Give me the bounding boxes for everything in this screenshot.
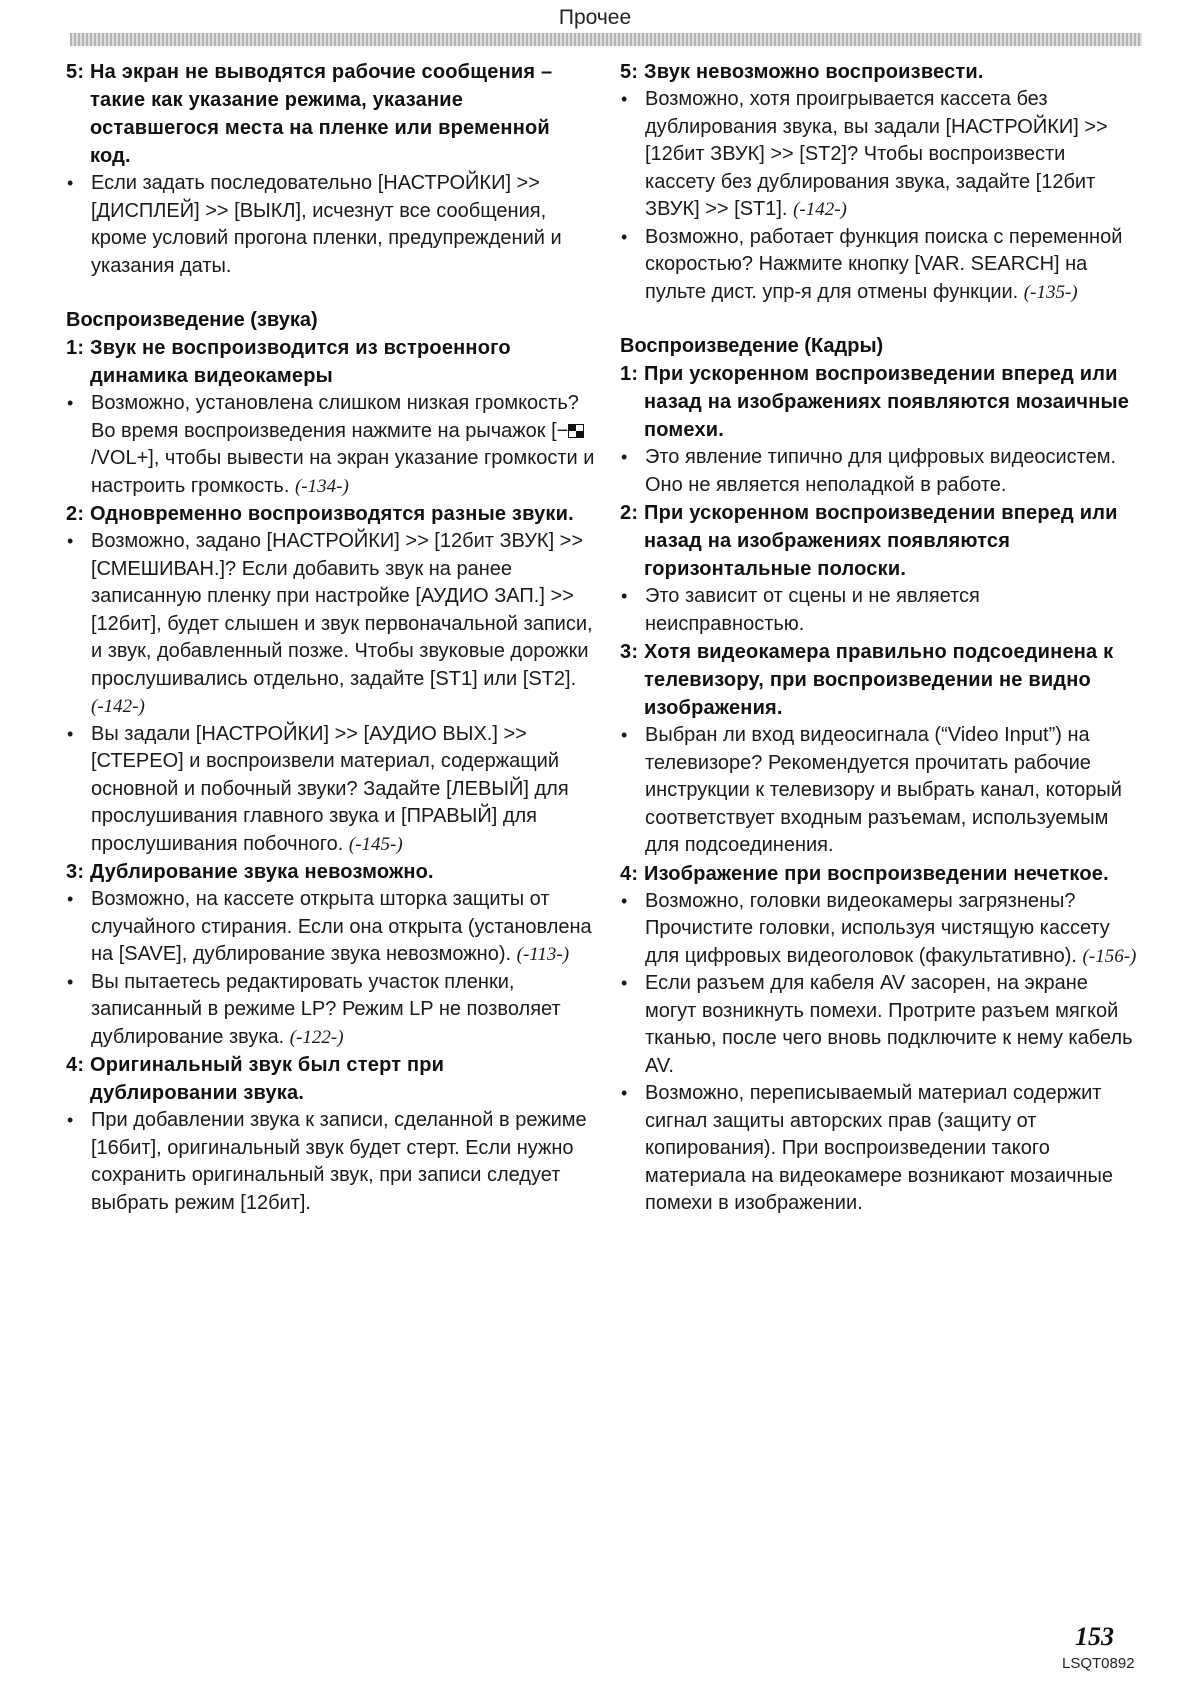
bullet-item: • Если задать последовательно [НАСТРОЙКИ] >> [ДИСПЛЕЙ] >> [ВЫКЛ], исчезнут все сообщения, кроме условий прогона пленки, предупреждений и указания даты. [66, 170, 596, 280]
page-reference: (-135-) [1023, 281, 1078, 303]
bullet-icon: • [67, 723, 74, 744]
question-heading: 3: Хотя видеокамера правильно подсоединена к телевизору, при воспроизведении не видно изображения. [620, 641, 1114, 719]
bullet-icon: • [621, 226, 628, 247]
page-number: 153 [1075, 1622, 1114, 1651]
bullet-icon: • [621, 1083, 628, 1103]
question-heading: 2: При ускоренном воспроизведении вперед или назад на изображениях появляются горизонтальные полоски. [620, 502, 1118, 580]
question-heading: 1: При ускоренном воспроизведении вперед или назад на изображениях появляются мозаичные помехи. [620, 363, 1130, 441]
bullet-item: • Возможно, установлена слишком низкая громкость? Во время воспроизведения нажмите на рычажок [−/VOL+], чтобы вывести на экран указание громкости и настроить громкость. (-134-) [66, 390, 596, 500]
bullet-icon: • [67, 1110, 74, 1130]
question-heading: 4: Оригинальный звук был стерт при дублировании звука. [66, 1054, 445, 1104]
bullet-icon: • [621, 89, 628, 109]
question-heading: 2: Одновременно воспроизводятся разные звуки. [66, 503, 574, 525]
bullet-item: • Возможно, задано [НАСТРОЙКИ] >> [12бит ЗВУК] >> [СМЕШИВАН.]? Если добавить звук на ранее записанную пленку при настройке [АУДИО ЗАП.] >> [12бит], будет слышен и звук первоначальной записи, и звук, добавленный позже. Чтобы звуковые дорожки прослушивались отдельно, задайте [ST1] или [ST2]. (-142-) [66, 528, 596, 721]
header-divider-bar [70, 33, 1142, 46]
bullet-icon: • [67, 971, 74, 992]
page-reference: (-142-) [793, 199, 847, 220]
bullet-item: • Это зависит от сцены и не является неисправностью. [620, 583, 1140, 638]
bullet-icon: • [621, 447, 628, 467]
page-reference: (-122-) [289, 1026, 344, 1048]
bullet-item: • Вы пытаетесь редактировать участок пленки, записанный в режиме LP? Режим LP не позволяет дублирование звука. (-122-) [66, 969, 596, 1052]
page-reference: (-134-) [294, 475, 349, 497]
bullet-item: • При добавлении звука к записи, сделанной в режиме [16бит], оригинальный звук будет стерт. Если нужно сохранить оригинальный звук, при записи следует выбрать режим [12бит]. [66, 1107, 596, 1217]
bullet-icon: • [67, 889, 74, 909]
bullet-icon: • [621, 586, 628, 606]
bullet-icon: • [621, 890, 628, 911]
section-title-picture-playback: Воспроизведение (Кадры) [620, 335, 884, 357]
section-title-sound-playback: Воспроизведение (звука) [66, 309, 318, 331]
bullet-item: • Возможно, на кассете открыта шторка защиты от случайного стирания. Если она открыта (установлена на [SAVE], дублирование звука невозможно). (-113-) [66, 886, 596, 969]
page-header-title: Прочее [558, 6, 632, 29]
question-heading: 4: Изображение при воспроизведении нечеткое. [620, 862, 1109, 885]
bullet-icon: • [67, 173, 74, 193]
document-code: LSQT0892 [1062, 1655, 1135, 1672]
bullet-item: • Возможно, головки видеокамеры загрязнены? Прочистите головки, используя чистящую кассету для цифровых видеоголовок (факультативно). (-156-) [620, 888, 1140, 971]
page-reference: (-142-) [91, 696, 145, 717]
volume-lever-icon [568, 424, 584, 438]
right-column [620, 58, 1140, 1218]
bullet-item: • Возможно, работает функция поиска с переменной скоростью? Нажмите кнопку [VAR. SEARCH] на пульте дист. упр-я для отмены функции. (-135-) [620, 224, 1140, 307]
bullet-item: • Выбран ли вход видеосигнала (“Video Input”) на телевизоре? Рекомендуется прочитать рабочие инструкции к телевизору и выбрать канал, который соответствует входным разъемам, используемым для подсоединения. [620, 722, 1140, 860]
bullet-icon: • [621, 725, 628, 745]
bullet-icon: • [621, 973, 628, 993]
bullet-item: • Если разъем для кабеля AV засорен, на экране могут возникнуть помехи. Протрите разъем мягкой тканью, после чего вновь подключите к нему кабель AV. [620, 970, 1140, 1080]
bullet-item: • Возможно, хотя проигрывается кассета без дублирования звука, вы задали [НАСТРОЙКИ] >> [12бит ЗВУК] >> [ST2]? Чтобы воспроизвести кассету без дублирования звука, задайте [12бит ЗВУК] >> [ST1]. (-142-) [620, 86, 1140, 224]
page-reference: (-156-) [1082, 945, 1137, 967]
bullet-item: • Это явление типично для цифровых видеосистем. Оно не является неполадкой в работе. [620, 444, 1140, 499]
bullet-icon: • [67, 531, 74, 551]
question-heading: 1: Звук не воспроизводится из встроенного динамика видеокамеры [66, 337, 511, 387]
bullet-icon: • [67, 393, 74, 413]
bullet-item: • Возможно, переписываемый материал содержит сигнал защиты авторских прав (защиту от копирования). При воспроизведении такого материала на видеокамере возникают мозаичные помехи в изображении. [620, 1080, 1140, 1218]
question-heading: 3: Дублирование звука невозможно. [66, 861, 434, 883]
question-heading: 5: На экран не выводятся рабочие сообщения – такие как указание режима, указание оставшегося места на пленке или временной код. [66, 61, 553, 167]
left-column [66, 58, 596, 1217]
bullet-item: • Вы задали [НАСТРОЙКИ] >> [АУДИО ВЫХ.] >> [СТЕРЕО] и воспроизвели материал, содержащий основной и побочный звуки? Задайте [ЛЕВЫЙ] для прослушивания главного звука и [ПРАВЫЙ] для прослушивания побочного. (-145-) [66, 721, 596, 859]
page-reference: (-113-) [516, 944, 570, 965]
question-heading: 5: Звук невозможно воспроизвести. [620, 61, 984, 83]
page-reference: (-145-) [348, 833, 403, 855]
